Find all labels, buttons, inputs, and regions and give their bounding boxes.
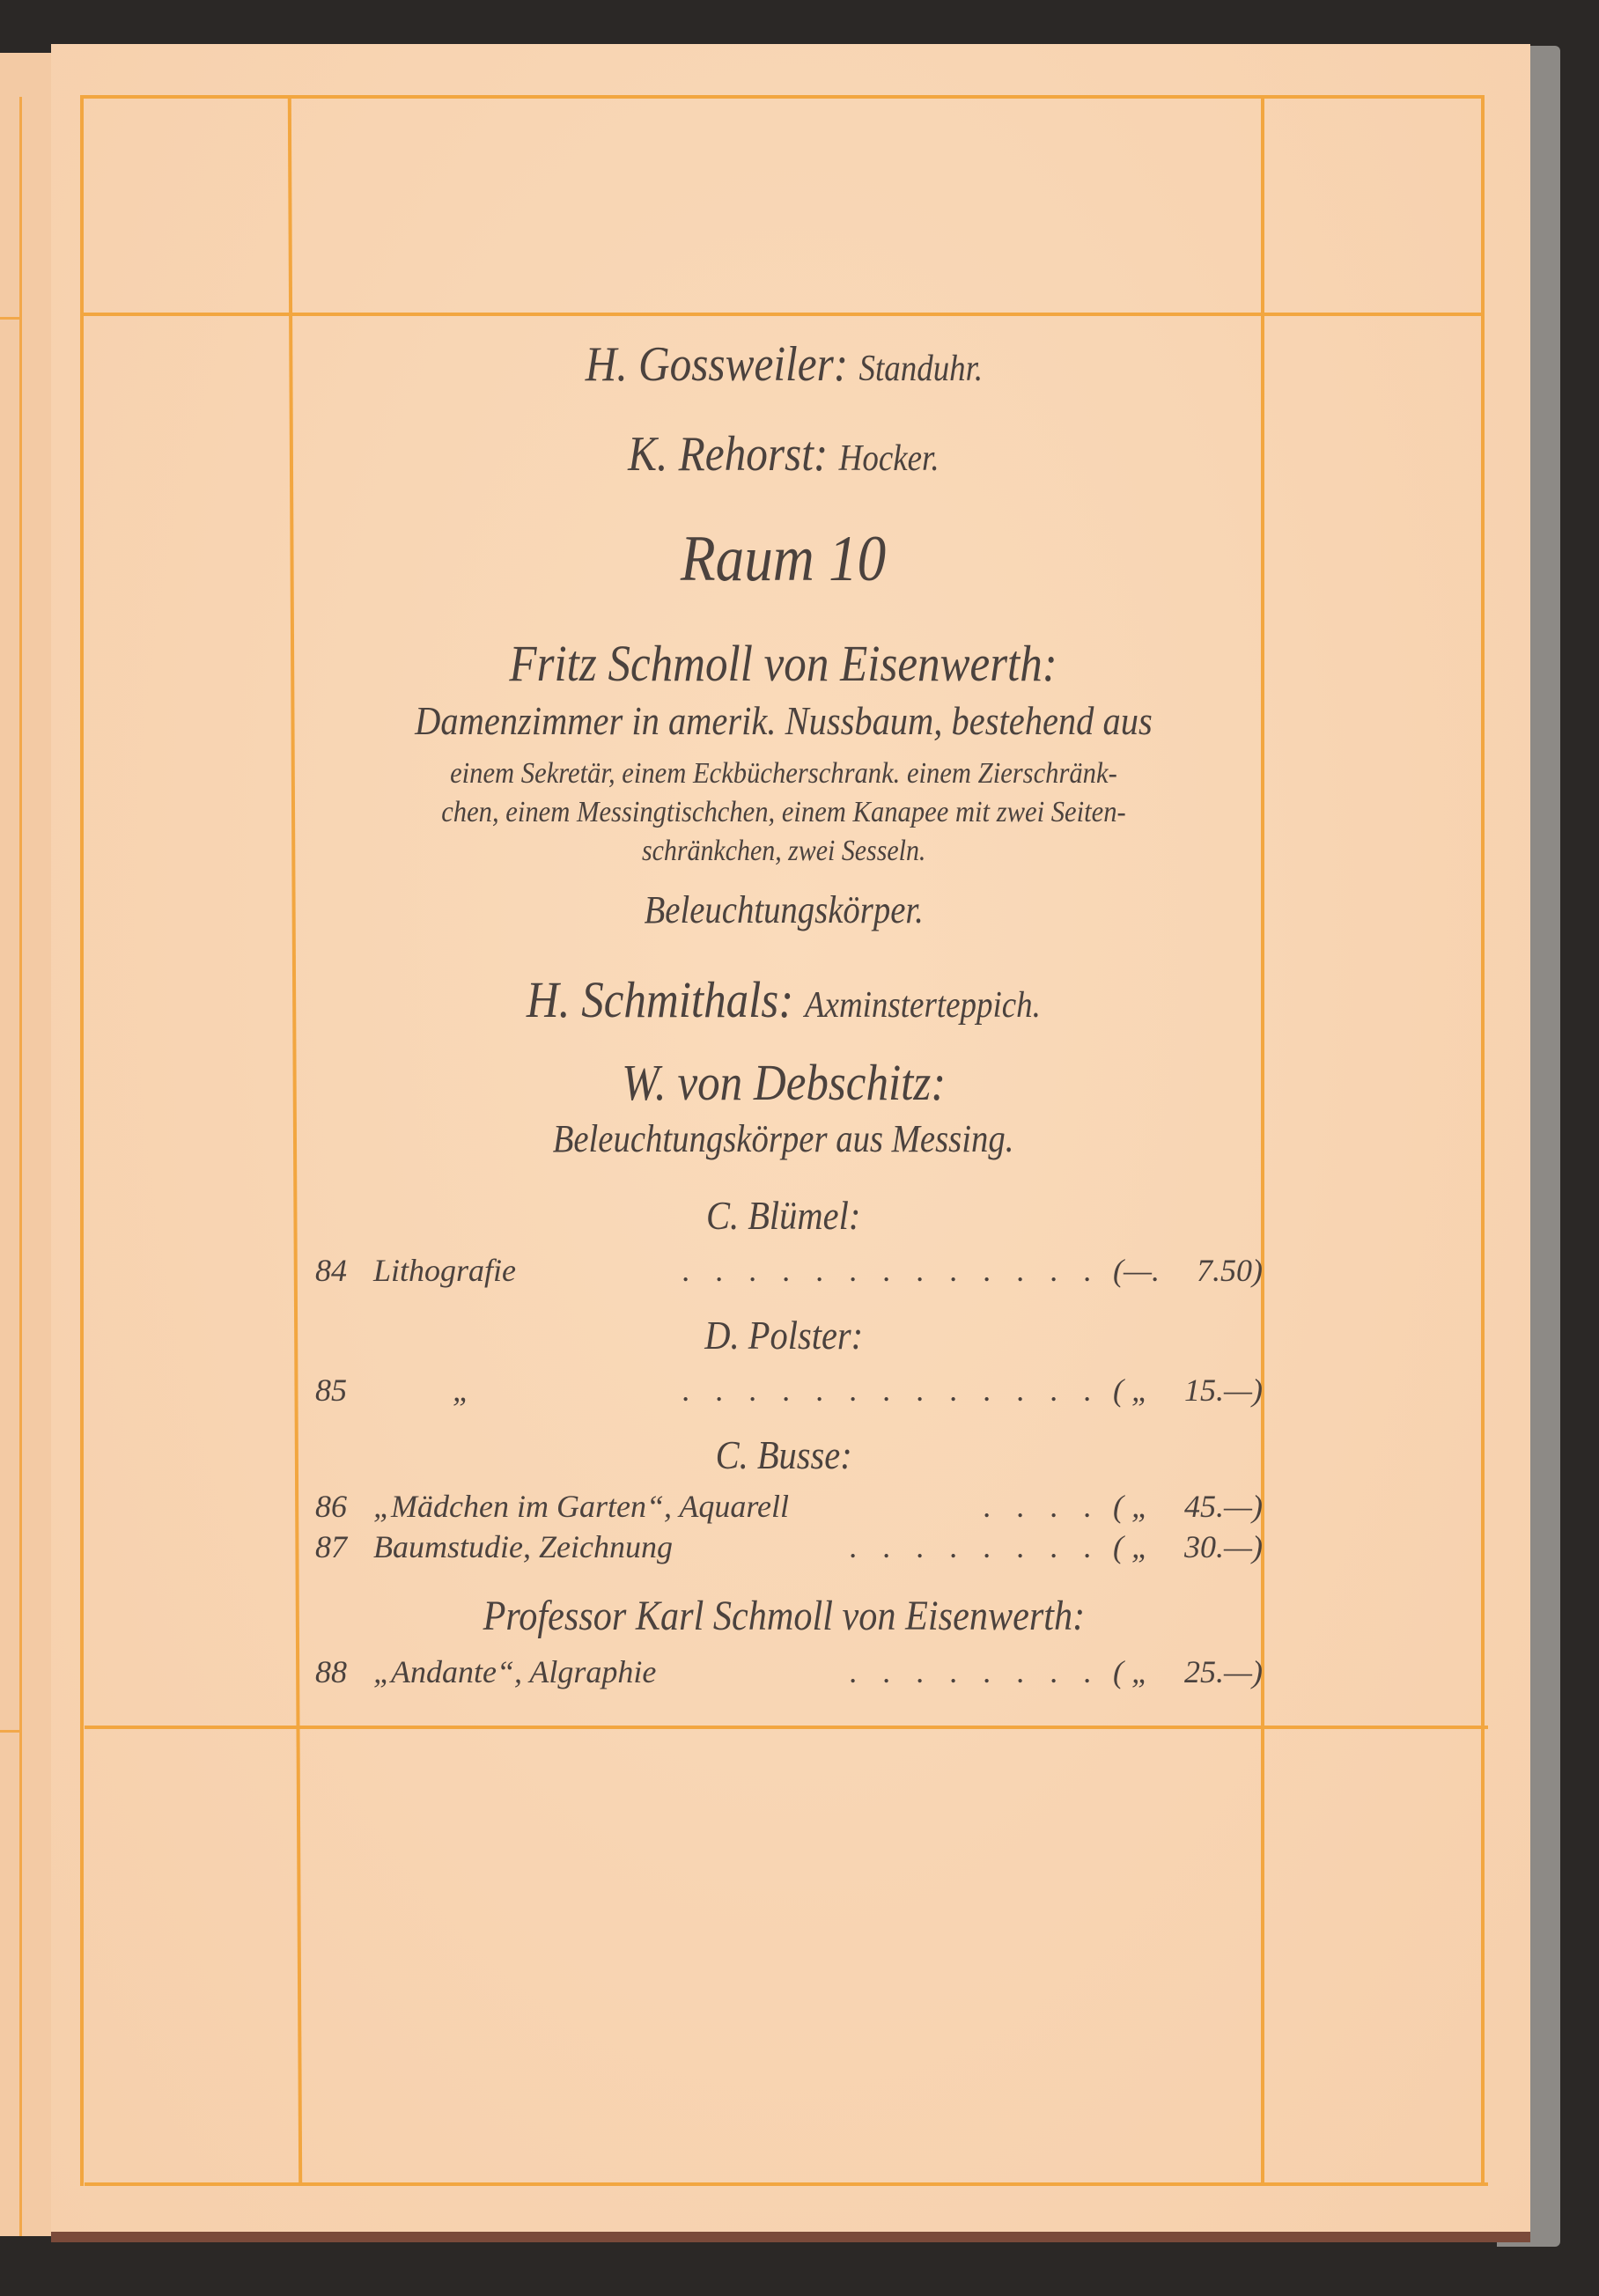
frame-header-rule [80,313,1484,316]
cover-edge [51,2232,1530,2242]
price-prefix: (—. [1113,1253,1160,1288]
entry-number: 86 [315,1489,347,1524]
catalog-entry [305,1254,1263,1289]
frame-right [1481,95,1485,2186]
frame-line [0,1730,21,1733]
entry-title: Lithografie [373,1253,517,1288]
item-name: Axminsterteppich. [805,985,1042,1026]
description-line: Damenzimmer in amerik. Nussbaum, bestehend aus [415,698,1153,743]
item-name: Standuhr. [858,349,983,389]
description-line: einem Sekretär, einem Eckbücherschrank. einem Zierschränk- [450,757,1117,790]
description-line: schränkchen, zwei Sesseln. [641,835,926,867]
schmithals-line [305,972,1263,1028]
artist-name: W. von Debschitz: [621,1054,947,1111]
leader-dots: . . . . . . . . . . . . . [682,1372,1101,1408]
room-title [305,524,1263,595]
frame-bottom [85,2182,1488,2186]
entry-title: „Mädchen im Garten“, Aquarell [373,1489,789,1524]
frame-line [19,97,22,2236]
section-artist [305,1194,1263,1239]
fritz-line2 [305,757,1263,790]
description-line: chen, einem Messingtischchen, einem Kanapee mit zwei Seiten- [441,796,1126,828]
facing-page-edge [0,53,53,2236]
leader-dots: . . . . . . . . [850,1654,1101,1689]
frame-left [80,95,84,2186]
price-prefix: ( „ [1113,1372,1150,1408]
price-prefix: ( „ [1113,1489,1150,1524]
item-name: Hocker. [838,438,940,479]
artist-name: Professor Karl Schmoll von Eisenwerth: [483,1593,1085,1639]
artist-name: K. Rehorst: [628,427,829,482]
entry-number: 85 [315,1372,347,1408]
description-line: Beleuchtungskörper. [644,888,924,931]
leader-dots: . . . . [984,1489,1101,1524]
fritz-name [305,636,1263,692]
artist-name: H. Schmithals: [526,971,794,1028]
fritz-line1 [305,699,1263,744]
fritz-line4 [305,835,1263,867]
section-artist [305,1593,1263,1640]
artist-name: H. Gossweiler: [585,337,848,392]
fritz-line3 [305,796,1263,828]
entry-price: 7.50) [1197,1253,1263,1288]
debschitz-name [305,1055,1263,1111]
artist-name: Fritz Schmoll von Eisenwerth: [509,635,1058,692]
catalog-entry [305,1655,1263,1690]
leader-dots: . . . . . . . . [850,1529,1101,1564]
catalog-entry [305,1530,1263,1565]
section-artist [305,1433,1263,1478]
artist-name: C. Busse: [715,1432,852,1477]
rehorst-line [305,428,1263,482]
entry-title: „Andante“, Algraphie [373,1654,657,1689]
artist-name: D. Polster: [704,1313,863,1358]
entry-title: Baumstudie, Zeichnung [373,1529,673,1564]
entry-price: 15.—) [1184,1372,1263,1408]
entry-price: 45.—) [1184,1489,1263,1524]
gossweiler-line [305,338,1263,393]
entry-number: 87 [315,1529,347,1564]
catalog-entry [305,1373,1263,1409]
entry-price: 25.—) [1184,1654,1263,1689]
section-artist [305,1314,1263,1358]
entry-price: 30.—) [1184,1529,1263,1564]
room-title-text: Raum 10 [681,523,887,595]
artist-name: C. Blümel: [706,1193,861,1238]
entry-number: 84 [315,1253,347,1288]
entry-title: „ [453,1372,471,1408]
leader-dots: . . . . . . . . . . . . . [682,1253,1101,1288]
debschitz-item [305,1118,1263,1160]
frame-line [0,317,21,320]
item-name: Beleuchtungskörper aus Messing. [553,1117,1014,1160]
fritz-line5 [305,889,1263,931]
frame-footer-rule [85,1726,1488,1729]
price-prefix: ( „ [1113,1529,1150,1564]
catalog-entry [305,1490,1263,1525]
price-prefix: ( „ [1113,1654,1150,1689]
entry-number: 88 [315,1654,347,1689]
